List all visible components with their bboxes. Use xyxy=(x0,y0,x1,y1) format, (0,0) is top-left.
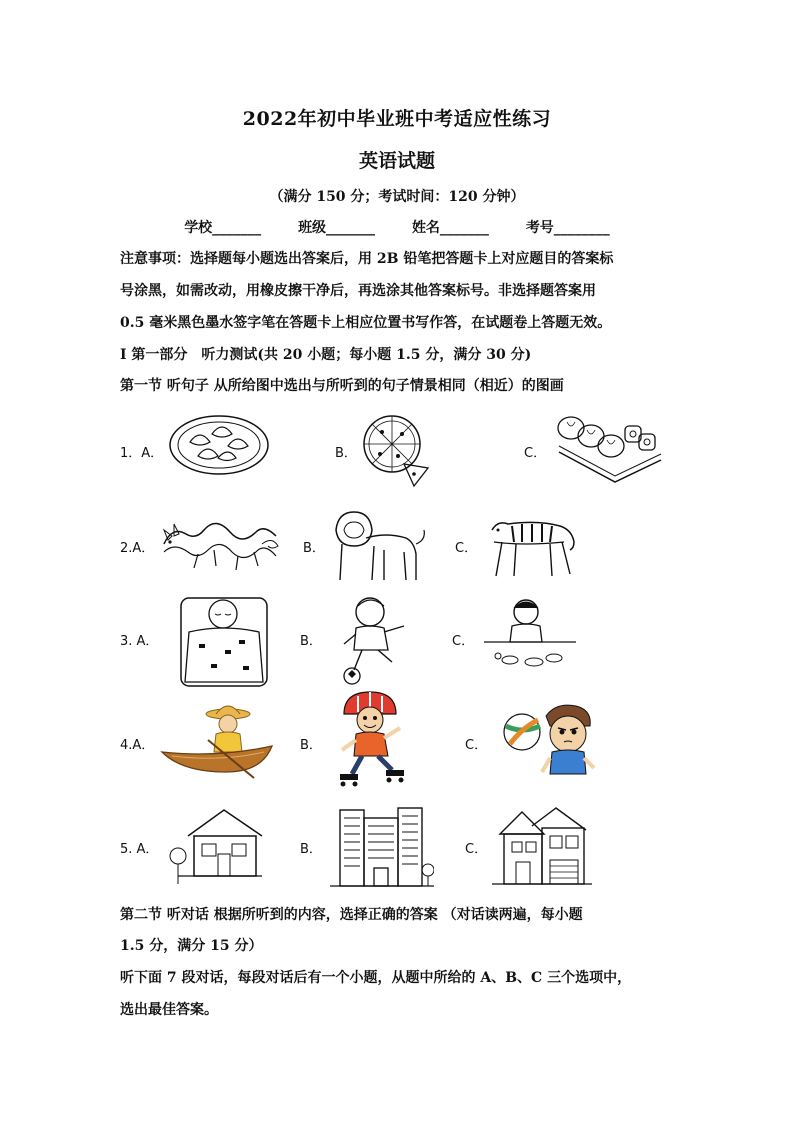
q4-option-a[interactable]: 4.A． xyxy=(120,738,155,753)
section2-heading-line-1: 第二节 听对话 根据所听到的内容，选择正确的答案 （对话读两遍，每小题 xyxy=(120,907,583,923)
q1-option-a[interactable]: 1．A． xyxy=(120,446,164,461)
lion-icon xyxy=(330,508,430,582)
score-info: （满分 150 分；考试时间：120 分钟） xyxy=(269,189,525,205)
apartment-building-icon xyxy=(330,804,434,888)
q5-option-c[interactable]: C． xyxy=(465,842,488,857)
dragon-icon xyxy=(158,514,282,580)
instructions-line-2: 号涂黑，如需改动，用橡皮擦干净后，再选涂其他答案标号。非选择题答案用 xyxy=(120,283,596,299)
student-info-fields xyxy=(0,217,794,237)
exam-subject: 英语试题 xyxy=(358,150,435,172)
q3-option-a[interactable]: 3. A． xyxy=(120,634,159,649)
boy-roller-skating-icon xyxy=(328,690,412,790)
name-field[interactable]: 姓名_______ xyxy=(411,220,489,236)
q1-option-c[interactable]: C． xyxy=(524,446,547,461)
q2-option-a[interactable]: 2.A． xyxy=(120,541,155,556)
q3-option-b[interactable]: B． xyxy=(300,634,322,649)
section1-heading: 第一节 听句子 从所给图中选出与所听到的句子情景相同（相近）的图画 xyxy=(120,378,564,394)
q5-option-b[interactable]: B． xyxy=(300,842,322,857)
section2-instruction-line-1: 听下面 7 段对话，每段对话后有一个小题，从题中所给的 A、B、C 三个选项中， xyxy=(120,970,632,986)
sushi-platter-icon xyxy=(555,412,665,486)
section2-instruction-line-2: 选出最佳答案。 xyxy=(120,1002,218,1018)
child-eating-icon xyxy=(480,596,580,676)
school-field[interactable]: 学校_______ xyxy=(184,220,262,236)
class-field[interactable]: 班级_______ xyxy=(298,220,376,236)
q2-option-c[interactable]: C． xyxy=(455,541,478,556)
instructions-line-1: 注意事项：选择题每小题选出答案后，用 2B 铅笔把答题卡上对应题目的答案标 xyxy=(120,251,614,267)
q5-option-a[interactable]: 5. A． xyxy=(120,842,159,857)
q4-option-c[interactable]: C． xyxy=(465,738,488,753)
boy-volleyball-icon xyxy=(502,702,602,786)
section2-heading-line-2: 1.5 分，满分 15 分） xyxy=(120,938,263,954)
house-icon xyxy=(168,806,264,888)
part1-heading: I 第一部分 听力测试(共 20 小题；每小题 1.5 分，满分 30 分) xyxy=(120,347,532,363)
q1-option-b[interactable]: B． xyxy=(335,446,357,461)
tiger-icon xyxy=(486,512,580,582)
q4-option-b[interactable]: B． xyxy=(300,738,322,753)
instructions-line-3: 0.5 毫米黑色墨水签字笔在答题卡上相应位置书写作答，在试题卷上答题无效。 xyxy=(120,315,612,331)
sleeping-child-icon xyxy=(175,588,273,688)
exam-title: 2022年初中毕业班中考适应性练习 xyxy=(242,108,552,130)
pizza-icon xyxy=(362,414,432,488)
q3-option-c[interactable]: C． xyxy=(452,634,475,649)
villa-icon xyxy=(492,804,592,888)
dumplings-plate-icon xyxy=(168,414,270,476)
boy-playing-football-icon xyxy=(332,594,416,686)
boy-rowing-boat-icon xyxy=(158,700,276,780)
q2-option-b[interactable]: B． xyxy=(303,541,325,556)
number-field[interactable]: 考号________ xyxy=(525,220,610,236)
